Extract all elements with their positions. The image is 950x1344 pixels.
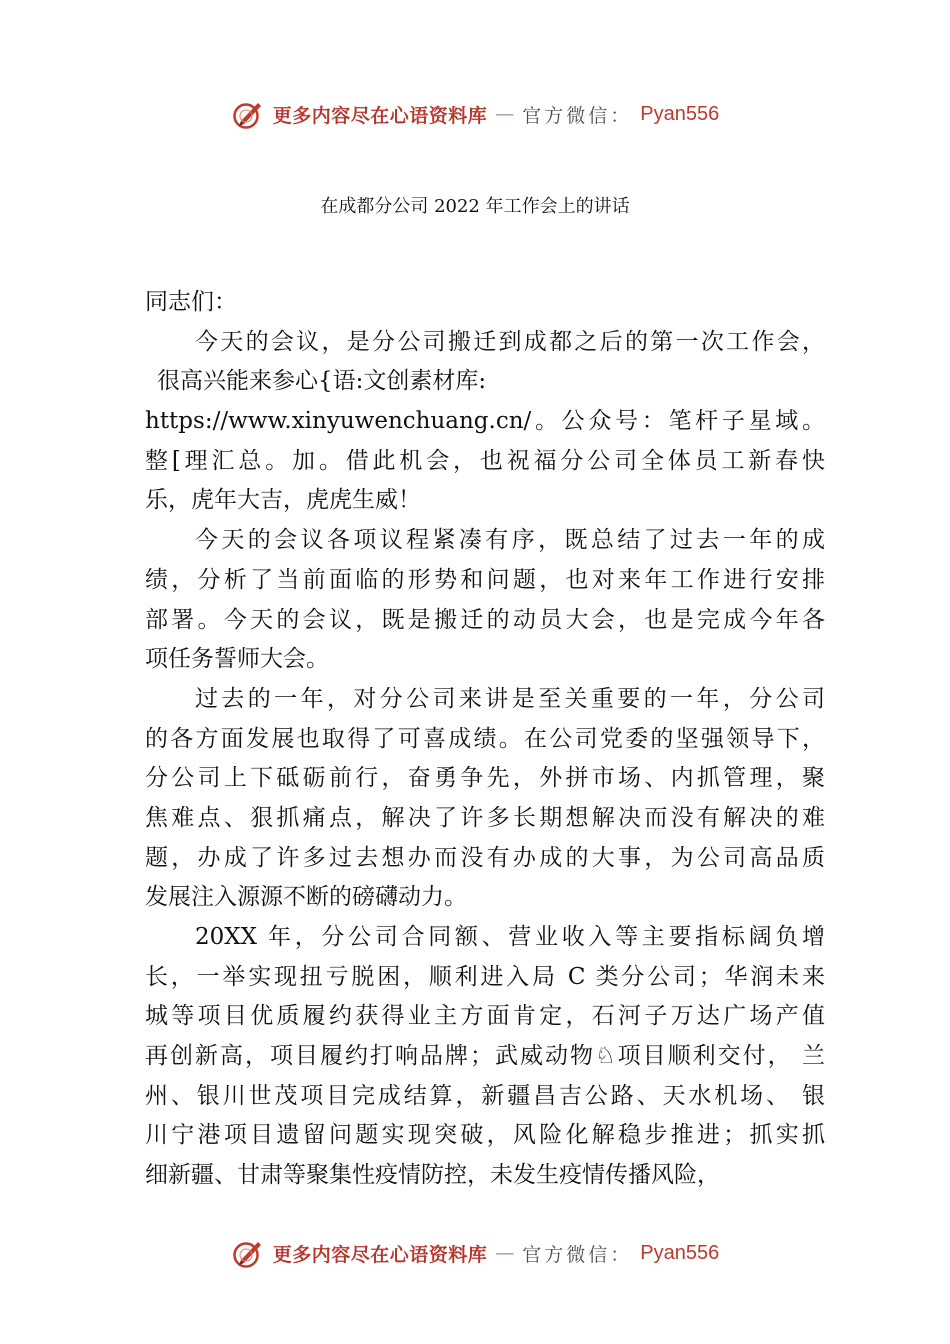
body-line: 部署。今天的会议，既是搬迁的动员大会，也是完成今年各 <box>145 606 825 633</box>
body-line: 今天的会议各项议程紧凑有序，既总结了过去一年的成 <box>195 527 825 554</box>
banner-wechat-label: 官方微信： <box>522 1243 633 1266</box>
body-line: 项任务誓师大会。 <box>145 646 329 673</box>
body-line: 发展注入源源不断的磅礴动力。 <box>145 884 467 911</box>
body-line: 题，办成了许多过去想办而没有办成的大事，为公司高品质 <box>145 844 825 871</box>
body-line: 州、银川世茂项目完成结算，新疆昌吉公路、天水机场、 银 <box>145 1082 825 1109</box>
body-line: 20XX 年，分公司合同额、营业收入等主要指标阔负增 <box>195 924 825 950</box>
body-line: 很高兴能来参心{语:文创素材库: <box>157 368 487 395</box>
salutation: 同志们： <box>145 289 237 315</box>
body-line: 今天的会议，是分公司搬迁到成都之后的第一次工作会， <box>195 328 825 355</box>
body-line: 焦难点、狠抓痛点，解决了许多长期想解决而没有解决的难 <box>145 804 825 831</box>
pen-logo-icon <box>231 1236 265 1270</box>
body-line: 长，一举实现扭亏脱困，顺利进入局 C 类分公司；华润未来 <box>145 963 825 990</box>
document-body <box>145 283 825 1196</box>
banner-wechat-id: Pyan556 <box>640 1241 720 1264</box>
pen-logo-icon <box>231 97 265 131</box>
banner-wechat-label: 官方微信： <box>522 104 633 127</box>
banner-dash: — <box>495 103 515 125</box>
banner-brand-text: 更多内容尽在心语资料库 <box>272 1243 488 1266</box>
header-banner <box>0 94 950 134</box>
body-line: https://www.xinyuwenchuang.cn/。公众号：笔杆子星域。 <box>145 408 825 435</box>
body-line: 整[理汇总。加。借此机会，也祝福分公司全体员工新春快 <box>145 447 825 474</box>
banner-brand-text: 更多内容尽在心语资料库 <box>272 104 488 127</box>
body-line: 细新疆、甘肃等聚集性疫情防控，未发生疫情传播风险， <box>145 1162 720 1189</box>
banner-dash: — <box>495 1242 515 1264</box>
body-line: 绩，分析了当前面临的形势和问题，也对来年工作进行安排 <box>145 566 825 593</box>
body-line: 分公司上下砥砺前行，奋勇争先，外拼市场、内抓管理，聚 <box>145 765 825 792</box>
banner-wechat-id: Pyan556 <box>640 102 720 125</box>
body-line: 过去的一年，对分公司来讲是至关重要的一年，分公司 <box>195 685 825 712</box>
footer-banner <box>0 1233 950 1273</box>
body-line: 的各方面发展也取得了可喜成绩。在公司党委的坚强领导下， <box>145 725 825 752</box>
document-title: 在成都分公司 2022 年工作会上的讲话 <box>320 196 630 217</box>
body-line: 城等项目优质履约获得业主方面肯定，石河子万达广场产值 <box>145 1003 825 1030</box>
body-line: 乐，虎年大吉，虎虎生威！ <box>145 487 421 514</box>
body-line: 川宁港项目遗留问题实现突破，风险化解稳步推进；抓实抓 <box>145 1122 825 1149</box>
body-line: 再创新高，项目履约打响品牌；武威动物♘项目顺利交付， 兰 <box>145 1043 825 1070</box>
